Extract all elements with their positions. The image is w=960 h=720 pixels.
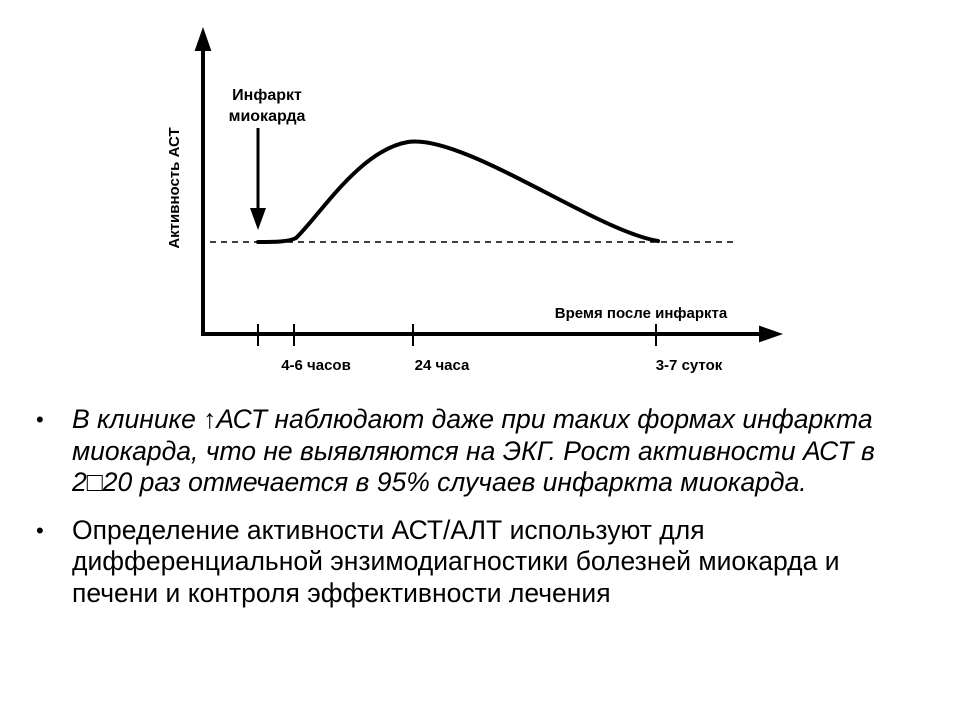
series-line <box>258 141 658 242</box>
bullet-text-2: Определение активности АСТ/АЛТ используют для дифференциальной энзимодиагностики болезней миокарда и печени и контроля эффективности лечения <box>72 514 840 608</box>
bullet-item-1 <box>0 404 912 499</box>
tick-label-3-7d: 3-7 суток <box>655 357 723 374</box>
tick-label-24h: 24 часа <box>414 357 470 374</box>
bullet-item-2 <box>0 515 912 610</box>
tick-label-4-6h: 4-6 часов <box>281 357 351 374</box>
annotation-line-1: Инфаркт <box>232 87 302 104</box>
y-axis-label: Активность АСТ <box>166 127 183 249</box>
bullet-text-1: В клинике ↑АСТ наблюдают даже при таких формах инфаркта миокарда, что не выявляются на ЭКГ. Рост активности АСТ в 2□20 раз отмечается в 95% случаев инфаркта миокарда. <box>72 404 875 497</box>
annotation-line-2: миокарда <box>228 108 306 125</box>
infarct-arrowhead <box>250 208 266 230</box>
x-axis-label: Время после инфаркта <box>554 305 728 322</box>
bullet-list <box>0 404 960 609</box>
bullet-dot: • <box>36 407 44 432</box>
bullet-dot: • <box>36 517 44 543</box>
x-axis-arrow <box>760 327 780 341</box>
y-axis-arrow <box>196 30 210 50</box>
